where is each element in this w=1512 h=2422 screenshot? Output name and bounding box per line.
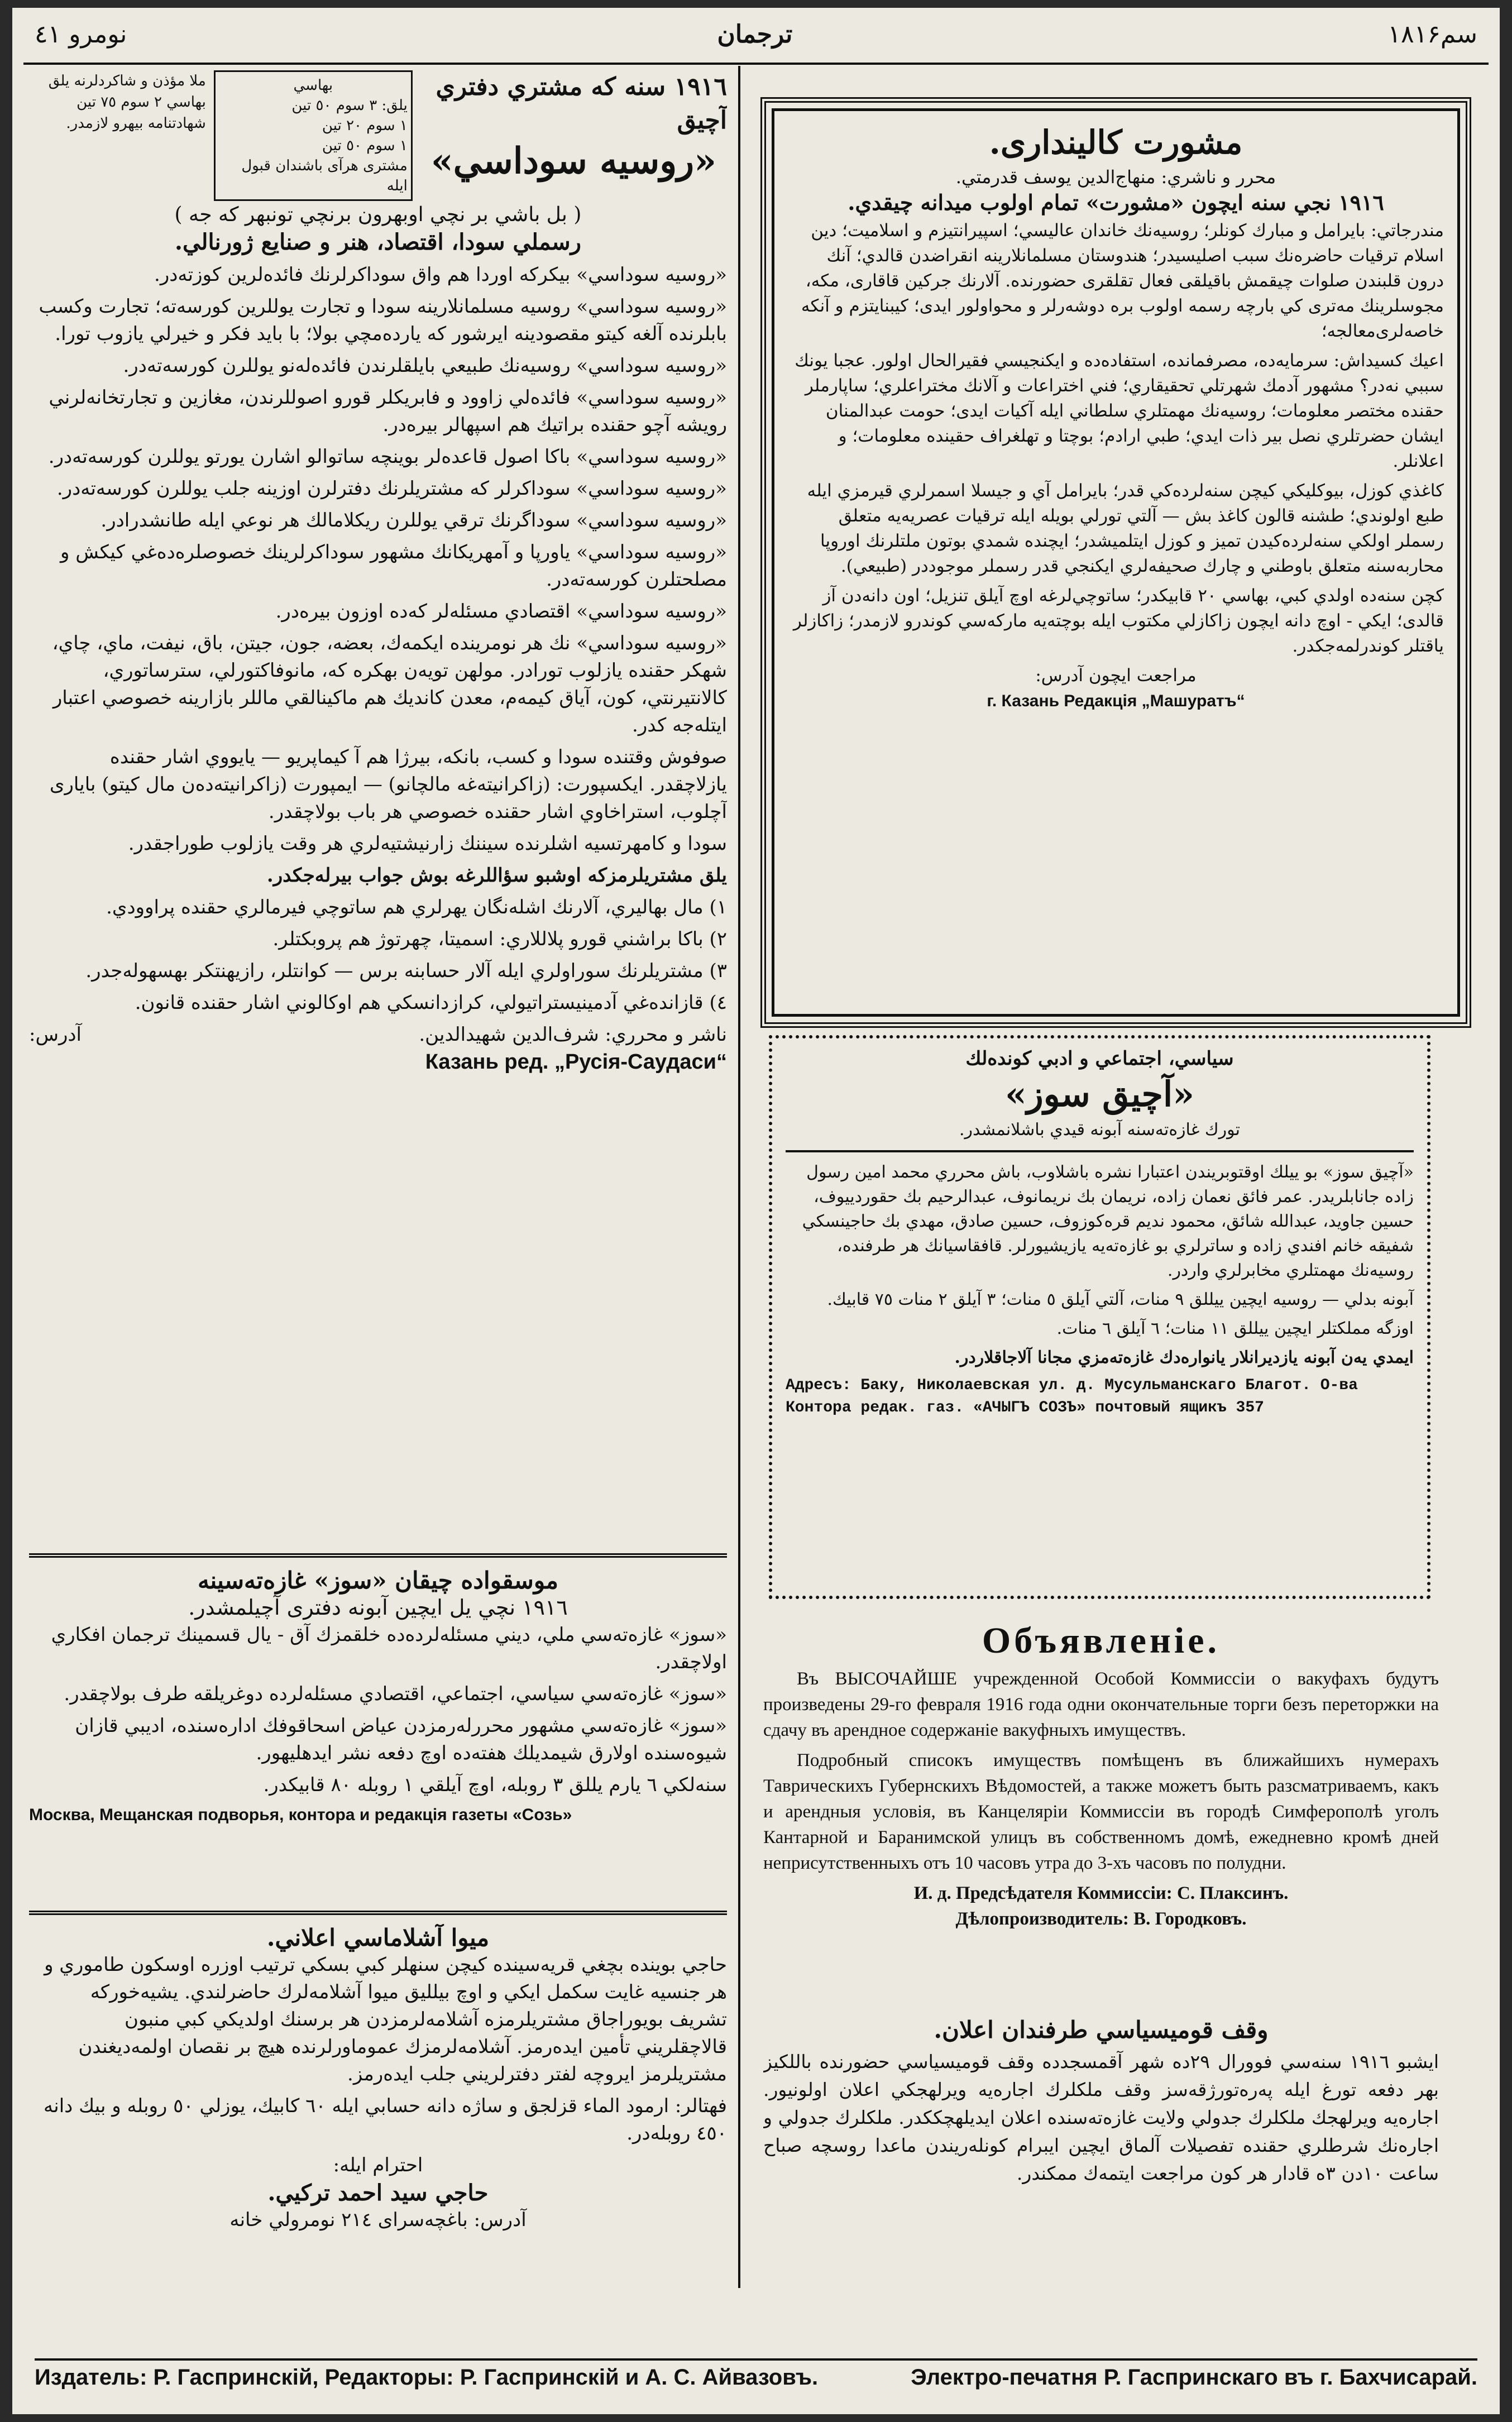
ad-line: صوفوش وقتنده سودا و كسب، بانكه، بيرژا هم آ كيماپريو — يايووي اشار حقنده يازلاچقدر. ايكسپورت: (زاكرانيتەغه مالچانو) — ايمپورت (زاكرانيتەدەن مال كيتو) بايارى آچلوب، استراخاوي اشار حقنده خصوصي هر باب بولاچقدر. xyxy=(49,746,727,823)
vakuf-announcement xyxy=(763,2012,1439,2325)
soz-line: «سوز» غازەتەسي سياسي، اجتماعي، اقتصادي مسئلەلردە دوغريلقه طرف بولاچقدر. xyxy=(64,1683,727,1705)
price-row: ١ سوم ٢٠ تين xyxy=(322,117,408,134)
ad-footer-address: Казань ред. „Русія-Саудаси“ xyxy=(425,1050,727,1074)
russian-announcement xyxy=(763,1616,1439,2007)
announcement-signature: И. д. Предсѣдателя Коммиссіи: С. Плаксинъ. xyxy=(913,1883,1289,1903)
imprint-footer xyxy=(35,2358,1477,2394)
achik-soz-address2: Контора редак. газ. «АЧЫГЪ СОЗЪ» почтовый ящикъ 357 xyxy=(786,1399,1264,1416)
soz-line: «سوز» غازەتەسي ملي، ديني مسئلەلردەده خلقمزك آق - يال قسمينك ترجمان افكاري اولاچقدر. xyxy=(51,1624,727,1673)
column-divider xyxy=(738,66,740,2288)
qa-item: ٤) قازانده‌غي آدمينيستراتيولي، كرازدانسكي هم اوكالوني اشار حقنده قانون. xyxy=(135,992,727,1014)
ad-line: سودا و كامهرتسيه اشلرنده سيننك زارنيشتيەلري هر وقت يازلوب طوراجقدر. xyxy=(128,832,727,855)
ad-address-label: آدرس: xyxy=(29,1023,82,1046)
qa-heading: يلق مشتريلرمزكه اوشبو سؤاللرغه بوش جواب بيرلەجكدر. xyxy=(266,864,727,887)
fruit-regards: احترام ايله: xyxy=(333,2154,423,2176)
vakuf-body: ايشبو ١٩١٦ سنەسي فوورال ٢٩ده شهر آقمسجدده وقف قوميسياسي حضورنده باللكيز بهر دفعه تورغ ايله پەرەتورژقەسز وقف ملكلرك اجارەيه ويرلهجكي اعلان اولونيور. اجارەيه ويرلهجك ملكلرك جدولي ولايت غازەتەسنده اعلان ايديلهچككدر. ملكلرك جدولي و اجارەنك شرطلري حقنده تفصيلات آلماق ايچين ايبرام كونلەريندن ماعدا روسچه صباح ساعت ١٠دن ٣ە قادار هر كون مراجعت ايتمەك ممكندر. xyxy=(763,2051,1439,2184)
header-date: سم۱۸۱۶ xyxy=(1387,20,1477,49)
price-row: يلق: ٣ سوم ٥٠ تين xyxy=(291,97,408,114)
left-column xyxy=(29,70,727,2337)
paper-description: رسملي سودا، اقتصاد، هنر و صنايع ژورنالي. xyxy=(175,229,581,255)
ad-line: «روسيه سوداسي» سوداگرنك ترقي يوللرن ريكلامالك هر نوعي ايله طانشدرادر. xyxy=(101,509,727,532)
soz-heading: موسقواده چيقان «سوز» غازەتەسينه xyxy=(197,1567,559,1594)
price-table xyxy=(214,70,413,201)
price-row: بهاسي xyxy=(293,77,333,94)
calendar-paragraph: كاغذي كوزل، بيوكلیكي كيچن سنەلردەكي قدر؛ بايرامل آي و جيسلا اسمرلري قيرمزي ايله طبع اولوندي؛ طشنه قالون كاغذ بش — آلتي تورلي بويله ايله ترقيات عصريەيه متعلق رسملر اولكي سنەلردەكيدن تميز و كوزل ايتلميشدر؛ ايچنده شمدي بوتون ملتلرنك اوروپا محاربەسنه متعلق باوطني و چارك صحيفەلري ايكنجي قدر رسملر موجوددر (طبيعي). xyxy=(807,481,1444,576)
calendar-address: г. Казань Редакція „Машуратъ“ xyxy=(987,692,1245,710)
ad-line: «روسيه سوداسي» اقتصادي مسئلەلر كه‌ده اوزون بيرەدر. xyxy=(275,600,727,623)
fruit-tree-ad xyxy=(29,1924,727,2315)
header-rule xyxy=(23,63,1489,65)
publisher-line: Издатель: Р. Гаспринскій, Редакторы: Р. Гаспринскій и А. С. Айвазовъ. xyxy=(35,2365,819,2390)
qa-item: ٣) مشتريلرنك سوراولري ايله آلار حسابنه برس — كوانتلر، رازيهنتكر بهسهولەجدر. xyxy=(85,960,727,982)
calendar-paragraph: اعيك كسيداش: سرمايەدە، مصرفمانده، استفادەده و ايكنجيسي فقيرالحال اولور. عجبا يونك سببي نەدر؟ مشهور آدمك شهرتلي تحقيقاري؛ فني اختراعات و آلانك مختراعلري؛ ساپارملر حقنده مختصر معلومات؛ روسيەنك مهمتلري سلطاني ايله آكيات ايدى؛ حومت عبدالمنان ايشان حضرتلري نصل بير ذات ايدي؛ طبي ارادم؛ بوچتا و تهلغراف حقيندە معلومات؛ و اعلانلر. xyxy=(795,351,1444,471)
fruit-seller: حاجي سيد احمد تركيي. xyxy=(267,2180,489,2206)
ad-line: «روسيه سوداسي» باكا اصول قاعدەلر بوينچه ساتوالو اشارن يورتو يوللرن كورسەتەدر. xyxy=(48,446,727,468)
calendar-publisher: محرر و ناشري: منهاج‌الدين يوسف قدرمتي. xyxy=(955,166,1276,188)
soz-newspaper-ad xyxy=(29,1567,727,1902)
vakuf-title: وقف قوميسياسي طرفندان اعلان. xyxy=(934,2016,1269,2043)
ad-signoff xyxy=(29,1021,727,1049)
ad-heading-block xyxy=(420,70,727,201)
fruit-address: آدرس: باغچەسرای ٢١٤ نومرولي خانه xyxy=(229,2209,527,2231)
qa-item: ٢) باكا براشني قورو پلاللاري: اسميتا، چهرتوژ هم پروبكتلر. xyxy=(272,928,727,950)
ad-line: «روسيه سوداسي» بيكركه اوردا هم واق سوداكرلرنك فائدەلرين كوزتەدر. xyxy=(154,264,727,286)
calendar-ad-box xyxy=(772,108,1460,1017)
price-row: ١ سوم ٥٠ تين xyxy=(322,137,408,154)
ad-line: «روسيه سوداسي» سوداكرلر كه مشتريلرنك دفترلرن اوزينه جلب يوللرن كورسەتەدر. xyxy=(56,477,727,500)
fruit-heading: ميوا آشلاماسي اعلاني. xyxy=(266,1924,490,1951)
soz-footer: Москва, Мещанская подворья, контора и редакція газеты «Созь» xyxy=(29,1806,572,1824)
fruit-body: حاجي بوينده بچغي قريەسينده كيچن سنهلر كبي بسكي ترتيب اوزره اوسكون طاموري و هر جنسيه غايت سكمل ايكي و اوچ بيلليق ميوا آشلامەلرك حاضرلندي. يشيەخوركه تشريف بويوراجاق مشتريلرمزه آشلامەلرمزدن هر برسنك اولديكي كبي منبون قالاچقلريني تأمين ايدەرمز. آشلامەلرمزك عموماورلرنده هيچ بر نقصان اولمەديغندن مشتريلرمز ايروچه لفتر دفترلريني جلب ايدەرمز. xyxy=(44,1954,727,2085)
ad-line: «روسيه سوداسي» روسيه‌نك طبيعي بايلقلرندن فائدەلەنو يوللرن كورسەتەدر. xyxy=(123,355,727,377)
achik-soz-price: اوزگه مملكتلر ايچين ييللق ١١ منات؛ ٦ آيلق ٦ منات. xyxy=(1056,1319,1414,1338)
achik-soz-ad-box xyxy=(769,1035,1430,1599)
soz-line: سنەلكي ٦ يارم يللق ٣ روبله، اوچ آيلقي ١ روبله ٨٠ قابيكدر. xyxy=(263,1774,727,1796)
announcement-title: Объявленіе. xyxy=(982,1620,1221,1661)
announcement-paragraph: Въ ВЫСОЧАЙШЕ учрежденной Особой Коммиссіи о вакуфахъ будутъ произведены 29-го февраля 1916 года одни окончательные торги безъ переторжки на сдачу въ арендное содержаніе вакуфныхъ имуществъ. xyxy=(763,1669,1439,1740)
achik-soz-address: Адресъ: Баку, Николаевская ул. д. Мусульманскаго Благот. О-ва xyxy=(786,1377,1358,1394)
calendar-paragraph: كچن سنەده اولدي كبي، بهاسي ٢٠ قابيكدر؛ ساتوچي‌لرغه اوچ آيلق تنزيل؛ اون دانەدن آز قالدى؛ ايكي - اوچ دانه ايچون زاكازلي مكتوب ايله بوچتەيه ماركەسي كوندرو لازمدر؛ زاكازلر ياقتلر كوندرلمەجكدر. xyxy=(793,586,1444,656)
soz-line: «سوز» غازەتەسي مشهور محررلەرمزدن عياض اسحاقوفك ادارەسنده، اديبي قازان شيوەسنده اولارق شيمديلك هفتەده اوچ دفعه نشر ايدهليهور. xyxy=(75,1715,727,1764)
fruit-prices: فهتالر: ارمود الماء قزلجق و ساژه دانه حسابي ايله ٦٠ كابيك، يوزلي ٥٠ روبله و بيك دانه ٤٥٠ روبلەدر. xyxy=(44,2095,727,2145)
section-rule xyxy=(29,1911,727,1915)
printer-line: Электро-печатня Р. Гаспринскаго въ г. Бахчисарай. xyxy=(911,2365,1477,2390)
calendar-paragraph: مندرجاتي: بايرامل و مبارك كونلر؛ روسيەنك خاندان عاليسي؛ اسپيرانتيزم و اسلاميت؛ دين اسلام ترقيات حاضرەنك سبب اصليسيدر؛ هندوستان مسلمانلارينه انقراضدن قالدي؛ آنك درون قلبندن صلوات چيقمش باقيلقى فعال تقلقرى حضورنده. آلارنك جركين قاقارى، مكه، مجوسلرينك مەترى كي بارچه رسمه اولوب بره دوشەرلر و محواولور ايدى؛ كيبنايتزم و آنكه خاصەلرى‌معالجه؛ xyxy=(801,221,1444,341)
newspaper-page xyxy=(12,8,1500,2414)
subscription-heading: ١٩١٦ سنه كه مشتري دفتري آچيق xyxy=(436,73,727,135)
ad-line: «روسيه سوداسي» روسيه مسلمانلارينه سودا و تجارت يوللرين كورسەتە؛ تجارت وكسب بابلرنده آلغه كيتو مقصودينه ايرشور كه ياردەمچي بولا؛ با بايد فكر و خيرلي يازوب تورا. xyxy=(39,295,727,345)
calendar-contact: مراجعت ايچون آدرس: xyxy=(1035,666,1197,686)
ad-line: «روسيه سوداسي» نك هر نومرينده ايكمەك، بعضه، جون، جيتن، باق، نيفت، ماي، چاي، شهكر حقنده يازلوب تورادر. مولهن تويەن بهكره كه، مانوفاكتورلي، سترساتوري، كالانتيرنتي، كون، آياق كيمەم، معدن كانديك هم ماكينالقي ماللر بازارينه خصوصي اعتبار ايتلەجه كدر. xyxy=(52,632,727,736)
ad-line: «روسيه سوداسي» فائدەلي زاوود و فابريكلر قورو اصوللرندن، مغازين و تجارتخانه‌لرني رويشه آچو حقنده براتيك هم اسپهالر بيرەدر. xyxy=(49,386,727,436)
page-number: نومرو ٤١ xyxy=(35,20,127,49)
russia-sudasi-ad xyxy=(29,70,727,1544)
achik-soz-price: ايمدي يەن آبونه يازديرانلار يانوارەدك غازەتەمزي مجانا آلاجاقلاردر. xyxy=(954,1348,1414,1367)
ad-editor: ناشر و محرري: شرف‌الدين شهيدالدين. xyxy=(419,1023,727,1046)
achik-soz-subtitle: تورك غازەتەسنه آبونه قيدي باشلانمشدر. xyxy=(959,1120,1240,1140)
achik-soz-body: «آچيق سوز» بو ييلك اوقتوبريندن اعتبارا نشره باشلاوب، باش محرري محمد امين رسول زاده جانابلريدر. عمر فائق نعمان زاده، نريمان بك نريمانوف، عبدالرحيم بك حقوردييوف، حسين جاويد، عبدالله شائق، محمود نديم قره‌كوزوف، حسين صادق، مهدي بك حاجينسكي شفيقه خانم افندي زاده و ساترلري بو غازەتەيه يازيشيورلر. قافقاسيانك هر طرفنده، روسيەنك مهمتلري مخابرلري واردر. xyxy=(802,1162,1414,1280)
soz-subheading: ١٩١٦ نچي يل ايچين آبونه دفترى آچيلمشدر. xyxy=(188,1595,568,1620)
qa-item: ١) مال بهاليري، آلارنك اشلەنگان يهرلري هم ساتوچي فيرمالري حقنده پراوودي. xyxy=(106,896,727,918)
corner-note: ملا مؤذن و شاکردلرنه يلق بهاسي ٢ سوم ٧٥ تين شهادتنامه بيهرو لازمدر. xyxy=(48,73,206,132)
calendar-title: مشورت كاليندارى. xyxy=(989,123,1243,161)
achik-soz-title: «آچيق سوز» xyxy=(1005,1074,1194,1114)
announcement-paragraph: Подробный списокъ имуществъ помѣщенъ въ ближайшихъ нумерахъ Таврическихъ Губернскихъ Вѣдомостей, а также можетъ быть разсматриваемъ, какъ и арендныя условія, въ Канцеляріи Коммиссіи въ городѣ Симферополѣ уголъ Кантарной и Баранимской улицъ въ собственномъ домѣ, ежедневно кромѣ дней неприсутственныхъ отъ 10 часовъ утра до 3-хъ часовъ по полудни. xyxy=(763,1750,1439,1873)
announcement-signature: Дѣлопроизводитель: В. Городковъ. xyxy=(955,1909,1247,1929)
section-rule xyxy=(29,1553,727,1558)
paper-title: «روسيه سوداسي» xyxy=(430,140,717,182)
masthead-title: ترجمان xyxy=(717,20,793,49)
ad-top-row xyxy=(29,70,727,201)
calendar-year: ١٩١٦ نجي سنه ايچون «مشورت» تمام اولوب ميدانه چيقدي. xyxy=(848,190,1384,215)
achik-soz-tagline: سياسي، اجتماعي و ادبي كونده‌لك xyxy=(965,1047,1234,1070)
achik-soz-rule xyxy=(786,1150,1414,1152)
price-row: مشتری هرآی باشندان قبول ايله xyxy=(241,157,408,194)
achik-soz-price: آبونه بدلي — روسيه ايچين ييللق ٩ منات، آلتي آيلق ٥ منات؛ ٣ آيلق ٢ منات ٧٥ قابيك. xyxy=(827,1290,1414,1309)
ad-line: «روسيه سوداسي» ياورپا و آمهريكانك مشهور سوداكرلرينك خصوصلرەدەغي كيكش و مصلحتلرن كورسەتەدر. xyxy=(60,541,727,591)
paper-subtitle: ( بل باشي بر نچي اوبهرون برنچي تونبهر كه جه ) xyxy=(174,203,582,226)
